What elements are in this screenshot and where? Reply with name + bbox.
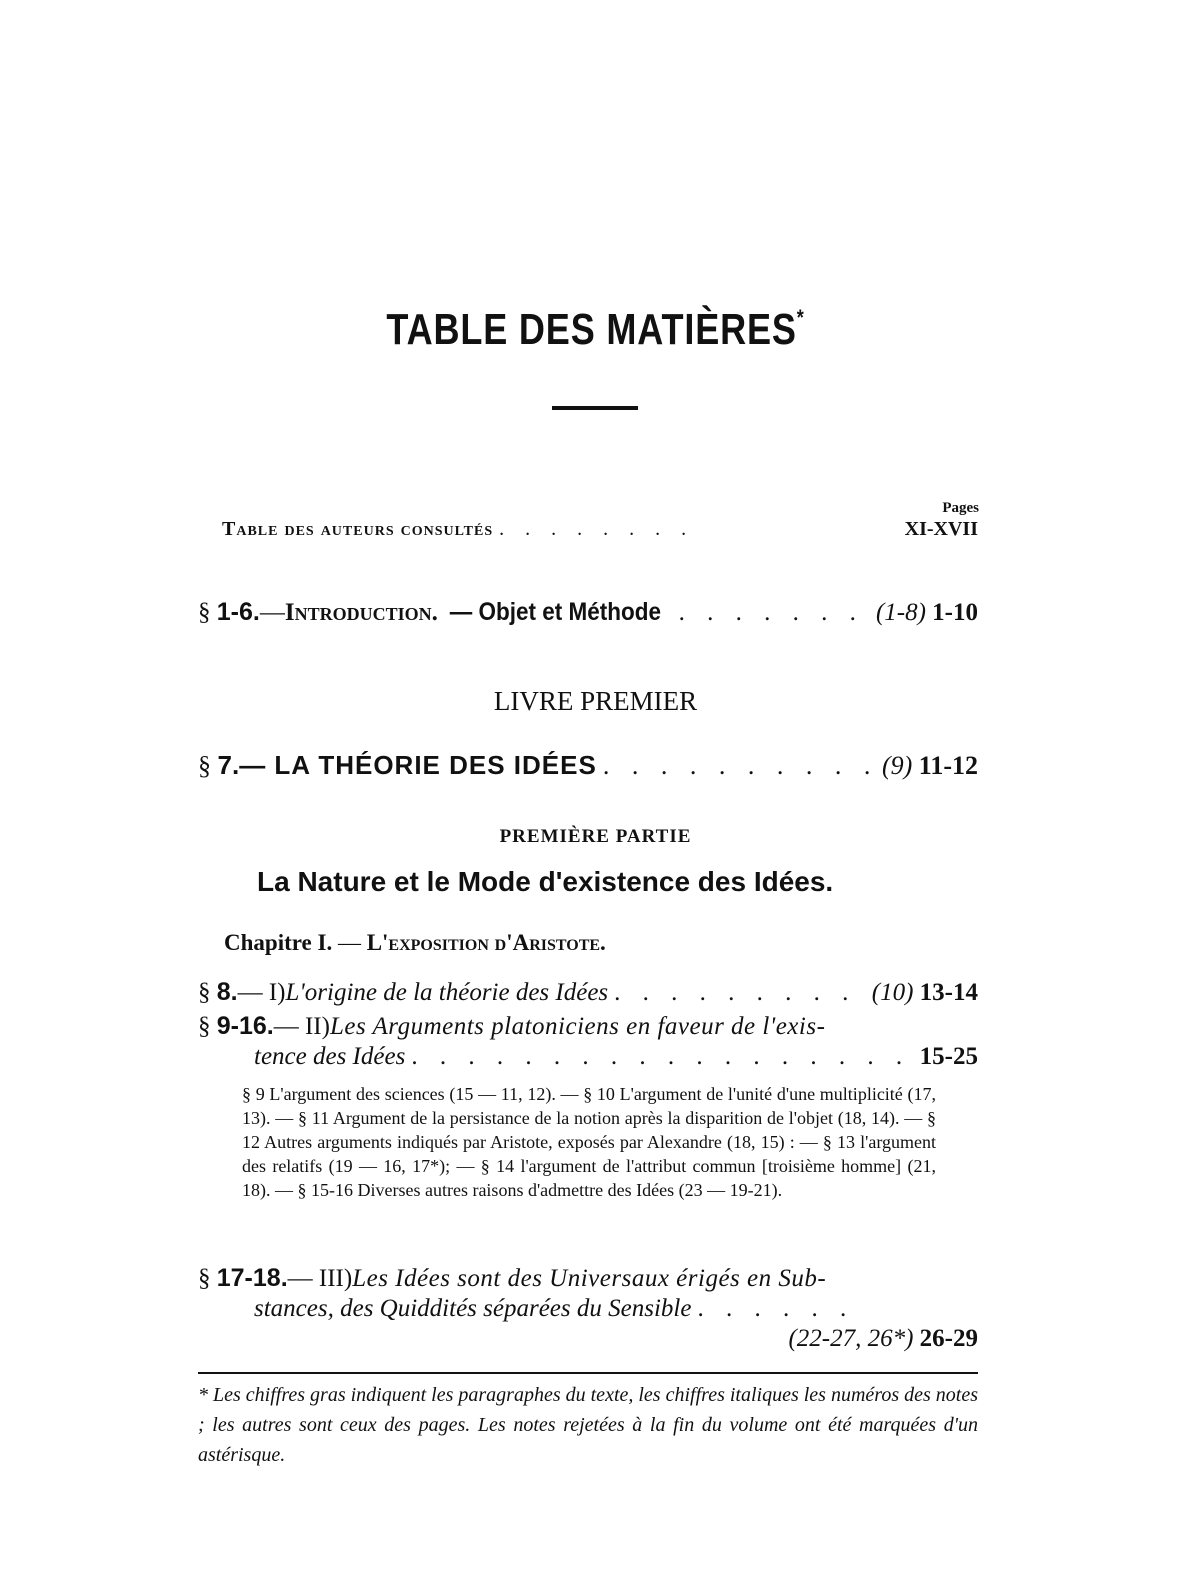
entry-notes: (1-8) xyxy=(875,599,926,626)
section-number: 7. xyxy=(217,750,240,780)
partie-heading: PREMIÈRE PARTIE xyxy=(499,826,692,847)
entry-pages: 1-10 xyxy=(932,599,978,626)
s9-detail-paragraph: § 9 L'argument des sciences (15 — 11, 12). — § 10 L'argument de l'unité d'une multiplicité (17, 13). — § 11 Argument de la persistance de la notion après la disparition de l'objet (18, 14). — § 12 Autres arguments indiqués par Aristote, exposés par Alexandre (18, 15) : — § 13 l'argument des relatifs (19 — 16, 17*); — § 14 l'argument de l'attribut commun [troisième homme] (21, 18). — § 15-16 Diverses autres raisons d'admettre des Idées (23 — 19-21). xyxy=(242,1084,936,1200)
partie-title: La Nature et le Mode d'existence des Idées. xyxy=(257,866,834,897)
section-sign: § xyxy=(198,599,211,626)
pages-column-label: Pages xyxy=(942,500,979,516)
roman-numeral: — II) xyxy=(273,1013,330,1040)
entry-line-1 xyxy=(198,1264,978,1293)
footnote: * Les chiffres gras indiquent les paragraphes du texte, les chiffres italiques les numéros des notes ; les autres sont ceux des pages. Les notes rejetées à la fin du volume ont été marquées d'un astérisque. xyxy=(198,1384,978,1466)
section-number: 8. xyxy=(216,978,238,1006)
dash: — xyxy=(332,930,367,955)
toc-entry-introduction[interactable] xyxy=(198,598,978,627)
entry-pages: 11-12 xyxy=(918,751,978,780)
section-number: 9-16. xyxy=(216,1012,274,1040)
toc-entry-s17[interactable] xyxy=(198,1264,978,1353)
entry-title: Introduction. xyxy=(284,599,438,626)
dash: — xyxy=(259,599,285,626)
entry-notes: (10) xyxy=(871,979,914,1006)
livre-heading: LIVRE PREMIER xyxy=(493,686,698,716)
entry-pages: 15-25 xyxy=(919,1043,978,1070)
dot-leader xyxy=(679,599,870,627)
section-sign: § xyxy=(198,979,211,1006)
entry-pages: XI-XVII xyxy=(904,518,978,540)
toc-entry-s9[interactable] xyxy=(198,1012,978,1071)
entry-line-2 xyxy=(198,1043,978,1071)
entry-line-3 xyxy=(198,1325,978,1353)
dot-leader xyxy=(697,1295,857,1323)
dot-leader xyxy=(603,751,876,781)
toc-entry-s8[interactable] xyxy=(198,978,978,1007)
chapter-label: Chapitre I. xyxy=(224,930,333,955)
entry-notes: (9) xyxy=(881,751,913,780)
entry-pages: 13-14 xyxy=(919,979,978,1006)
entry-title: L'origine de la théorie des Idées xyxy=(285,979,609,1006)
toc-entry-theorie[interactable] xyxy=(198,750,978,781)
section-sign: § xyxy=(198,1265,211,1292)
title-rule xyxy=(552,406,638,410)
title-asterisk: * xyxy=(796,305,805,330)
dot-leader xyxy=(499,518,699,541)
entry-title-line2: tence des Idées xyxy=(254,1043,406,1070)
section-sign: § xyxy=(198,1013,211,1040)
entry-title-line1: Les Idées sont des Universaux érigés en Sub- xyxy=(352,1265,827,1292)
section-sign: § xyxy=(198,751,211,780)
entry-title-line1: Les Arguments platoniciens en faveur de l'exis- xyxy=(329,1013,826,1040)
page-title xyxy=(107,305,1084,355)
toc-entry-auteurs[interactable] xyxy=(222,518,978,541)
section-number: 17-18. xyxy=(216,1264,288,1292)
chapter-heading xyxy=(224,930,606,956)
entry-label: Table des auteurs consultés xyxy=(222,518,494,540)
entry-title-line2: stances, des Quiddités séparées du Sensible xyxy=(254,1295,692,1322)
section-number: 1-6. xyxy=(216,598,260,626)
page-title-text: TABLE DES MATIÈRES xyxy=(386,305,797,354)
entry-subtitle: — Objet et Méthode xyxy=(449,598,661,626)
entry-title: — LA THÉORIE DES IDÉES xyxy=(239,750,597,780)
dot-leader xyxy=(411,1043,913,1071)
entry-line-1 xyxy=(198,1012,978,1041)
roman-numeral: — III) xyxy=(287,1265,353,1292)
entry-pages: 26-29 xyxy=(919,1325,978,1352)
footnote-rule xyxy=(198,1372,978,1374)
entry-notes: (22-27, 26*) xyxy=(788,1325,914,1352)
dot-leader xyxy=(614,979,866,1007)
roman-numeral: — I) xyxy=(237,979,286,1006)
chapter-title: L'exposition d'Aristote. xyxy=(366,930,606,955)
entry-line-2 xyxy=(198,1295,978,1323)
